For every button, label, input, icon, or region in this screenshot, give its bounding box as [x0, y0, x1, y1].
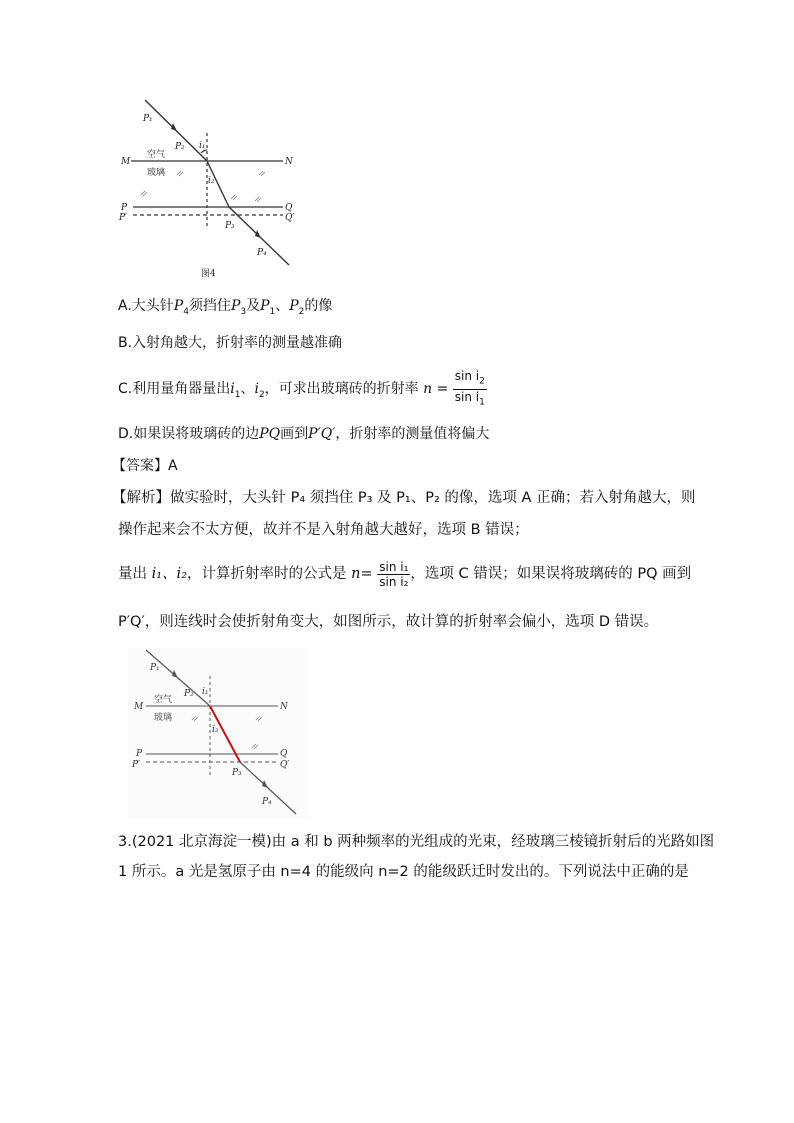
- fig2-label-p: P: [136, 749, 143, 759]
- fig2-label-i2: i₂: [212, 725, 219, 735]
- analysis-line-2: 操作起来会不太方便，故并不是入射角越大越好，选项 B 错误；: [118, 522, 529, 538]
- figure-caption: 图4: [201, 269, 216, 279]
- fig2-label-air: 空气: [154, 695, 173, 705]
- analysis-line-1: 【解析】做实验时，大头针 P₄ 须挡住 P₃ 及 P₁、P₂ 的像，选项 A 正确；若入射角越大，则: [112, 490, 696, 506]
- label-i1: i₁: [199, 141, 206, 151]
- fig2-label-p1: P₁: [150, 663, 160, 673]
- answer-label: 【答案】: [112, 458, 168, 474]
- fig2-label-n: N: [280, 702, 288, 712]
- answer-line: [112, 456, 178, 476]
- label-p4: P₄: [257, 248, 267, 258]
- fig2-label-q: Q: [280, 749, 288, 759]
- label-q-prime: Q′: [285, 213, 295, 223]
- label-p: P: [121, 203, 128, 213]
- figure-refraction-diagram-1: [115, 95, 305, 285]
- question-3-line-1: 3.(2021 北京海淀一模)由 a 和 b 两种频率的光组成的光束，经玻璃三棱镜折射后的光路如图: [118, 834, 715, 850]
- question-3-line-2: 1 所示。a 光是氢原子由 n=4 的能级向 n=2 的能级跃迁时发出的。下列说法中正确的是: [118, 864, 689, 880]
- fig2-label-glass: 玻璃: [154, 713, 173, 723]
- label-p2: P₂: [175, 142, 185, 152]
- label-n: N: [285, 157, 293, 167]
- label-p3: P₃: [225, 221, 235, 231]
- option-c: C.利用量角器量出$i_1$、$i_2$，可求出玻璃砖的折射率 n = $\frac{\sin i_2}{\sin i_1}$: [118, 369, 485, 407]
- fig2-label-p-prime: P′: [132, 760, 141, 770]
- analysis-line-4: P′Q′，则连线时会使折射角变大，如图所示，故计算的折射率会偏小，选项 D 错误。: [118, 614, 659, 630]
- fig2-label-p4: P₄: [262, 797, 272, 807]
- fig2-label-p3: P₃: [232, 768, 242, 778]
- fig2-label-q-prime: Q′: [280, 760, 290, 770]
- analysis-formula: $\frac{\text{sin i₁}}{\text{sin i₂}}$: [379, 559, 409, 589]
- analysis-line-3: 量出 i₁、i₂，计算折射率时的公式是 n= $\frac{\text{sin i₁}}{\text{sin i₂}}$ ，选项 C 错误；如果误将玻璃砖的 PQ 画到: [118, 559, 692, 589]
- figure-refraction-diagram-2: [128, 648, 308, 818]
- label-q: Q: [285, 203, 293, 213]
- fig2-label-i1: i₁: [202, 687, 209, 697]
- analysis-label: 【解析】: [112, 490, 170, 506]
- label-i2: i₂: [208, 176, 215, 186]
- fig2-label-p2: P₂: [184, 689, 194, 699]
- label-p-prime: P′: [119, 213, 128, 223]
- label-m: M: [121, 157, 131, 167]
- label-air: 空气: [147, 150, 166, 160]
- fig2-label-m: M: [134, 702, 144, 712]
- label-glass: 玻璃: [147, 168, 166, 178]
- answer-value: A: [168, 458, 178, 474]
- option-b: B.入射角越大，折射率的测量越准确: [118, 335, 343, 351]
- refraction-formula: $\frac{\sin i_2}{\sin i_1}$: [454, 369, 485, 407]
- option-a: A.大头针$P_4$须挡住$P_3$及$P_1$、$P_2$的像: [118, 298, 333, 317]
- label-p1: P₁: [143, 114, 153, 124]
- option-d: D.如果误将玻璃砖的边PQ画到P′Q′，折射率的测量值将偏大: [118, 426, 490, 442]
